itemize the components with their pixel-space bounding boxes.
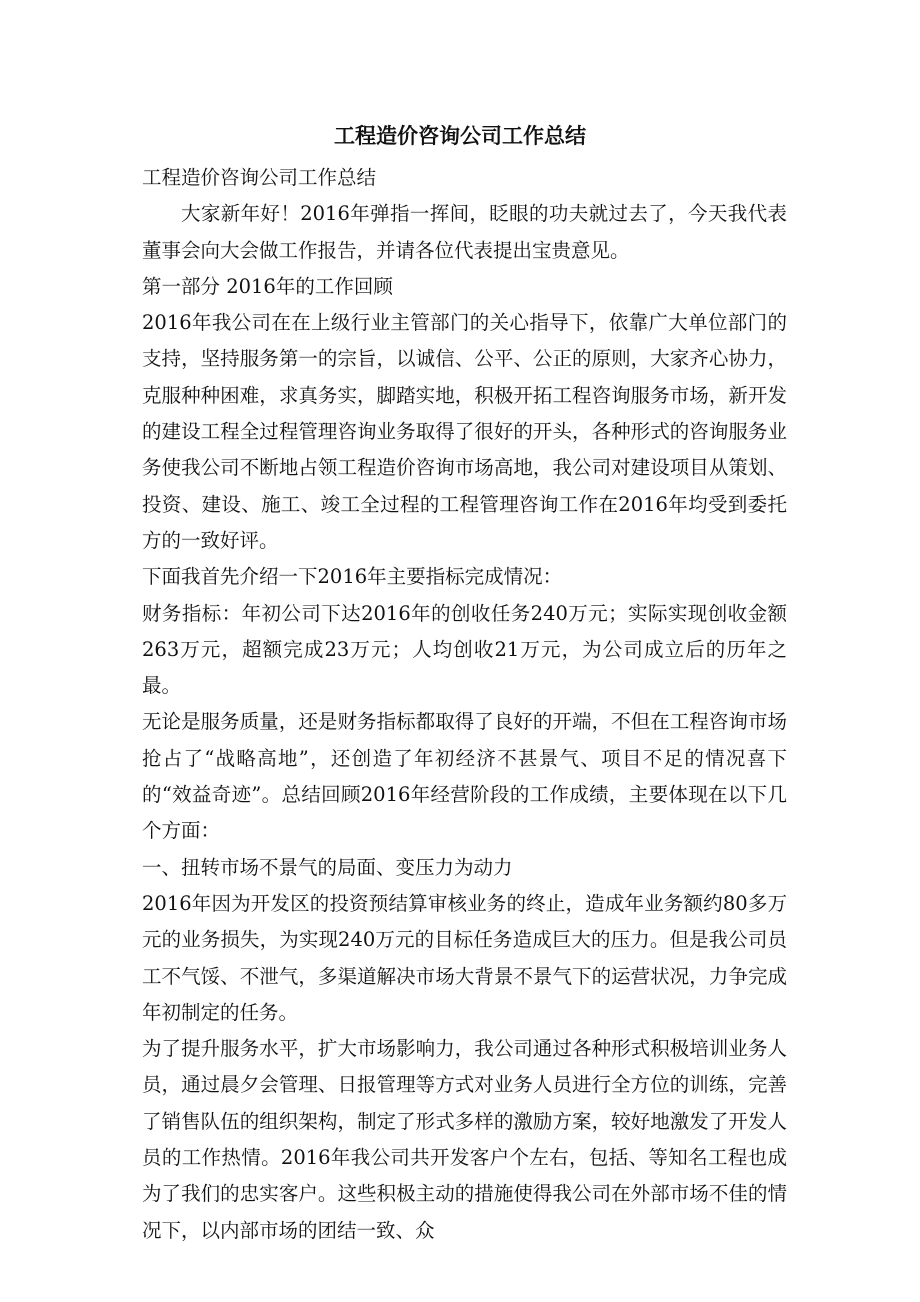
financial-indicators-paragraph: 财务指标：年初公司下达2016年的创收任务240万元；实际实现创收金额263万元，超额完成23万元；人均创收21万元，为公司成立后的历年之最。: [142, 601, 787, 698]
greeting-paragraph: 大家新年好！2016年弹指一挥间，眨眼的功夫就过去了，今天我代表董事会向大会做工作报告，并请各位代表提出宝贵意见。: [142, 202, 787, 262]
document-title: 工程造价咨询公司工作总结: [334, 124, 586, 148]
indicators-intro-paragraph: 下面我首先介绍一下2016年主要指标完成情况：: [142, 565, 563, 589]
section-heading-market: 一、扭转市场不景气的局面、变压力为动力: [142, 855, 513, 879]
market-pressure-paragraph: 2016年因为开发区的投资预结算审核业务的终止，造成年业务额约80多万元的业务损失，为实现240万元的目标任务造成巨大的压力。但是我公司员工不气馁、不泄气，多渠道解决市场大背景不景气下的运营状况，力争完成年初制定的任务。: [142, 891, 787, 1024]
section-heading-part-one: 第一部分 2016年的工作回顾: [142, 274, 393, 298]
achievements-paragraph: 无论是服务质量，还是财务指标都取得了良好的开端，不但在工程咨询市场抢占了“战略高地”，还创造了年初经济不甚景气、项目不足的情况喜下的“效益奇迹”。总结回顾2016年经营阶段的工作成绩，主要体现在以下几个方面：: [142, 710, 787, 843]
subtitle-paragraph: 工程造价咨询公司工作总结: [142, 166, 377, 189]
review-paragraph: 2016年我公司在在上级行业主管部门的关心指导下，依靠广大单位部门的支持，坚持服务第一的宗旨，以诚信、公平、公正的原则，大家齐心协力，克服种种困难，求真务实，脚踏实地，积极开拓工程咨询服务市场，新开发的建设工程全过程管理咨询业务取得了很好的开头，各种形式的咨询服务业务使我公司不断地占领工程造价咨询市场高地，我公司对建设项目从策划、投资、建设、施工、竣工全过程的工程管理咨询工作在2016年均受到委托方的一致好评。: [142, 311, 787, 552]
service-improvement-paragraph: 为了提升服务水平，扩大市场影响力，我公司通过各种形式积极培训业务人员，通过晨夕会管理、日报管理等方式对业务人员进行全方位的训练，完善了销售队伍的组织架构，制定了形式多样的激励方案，较好地激发了开发人员的工作热情。2016年我公司共开发客户个左右，包括、等知名工程也成为了我们的忠实客户。这些积极主动的措施使得我公司在外部市场不佳的情况下，以内部市场的团结一致、众: [142, 1037, 787, 1242]
document-body: [142, 160, 787, 1249]
